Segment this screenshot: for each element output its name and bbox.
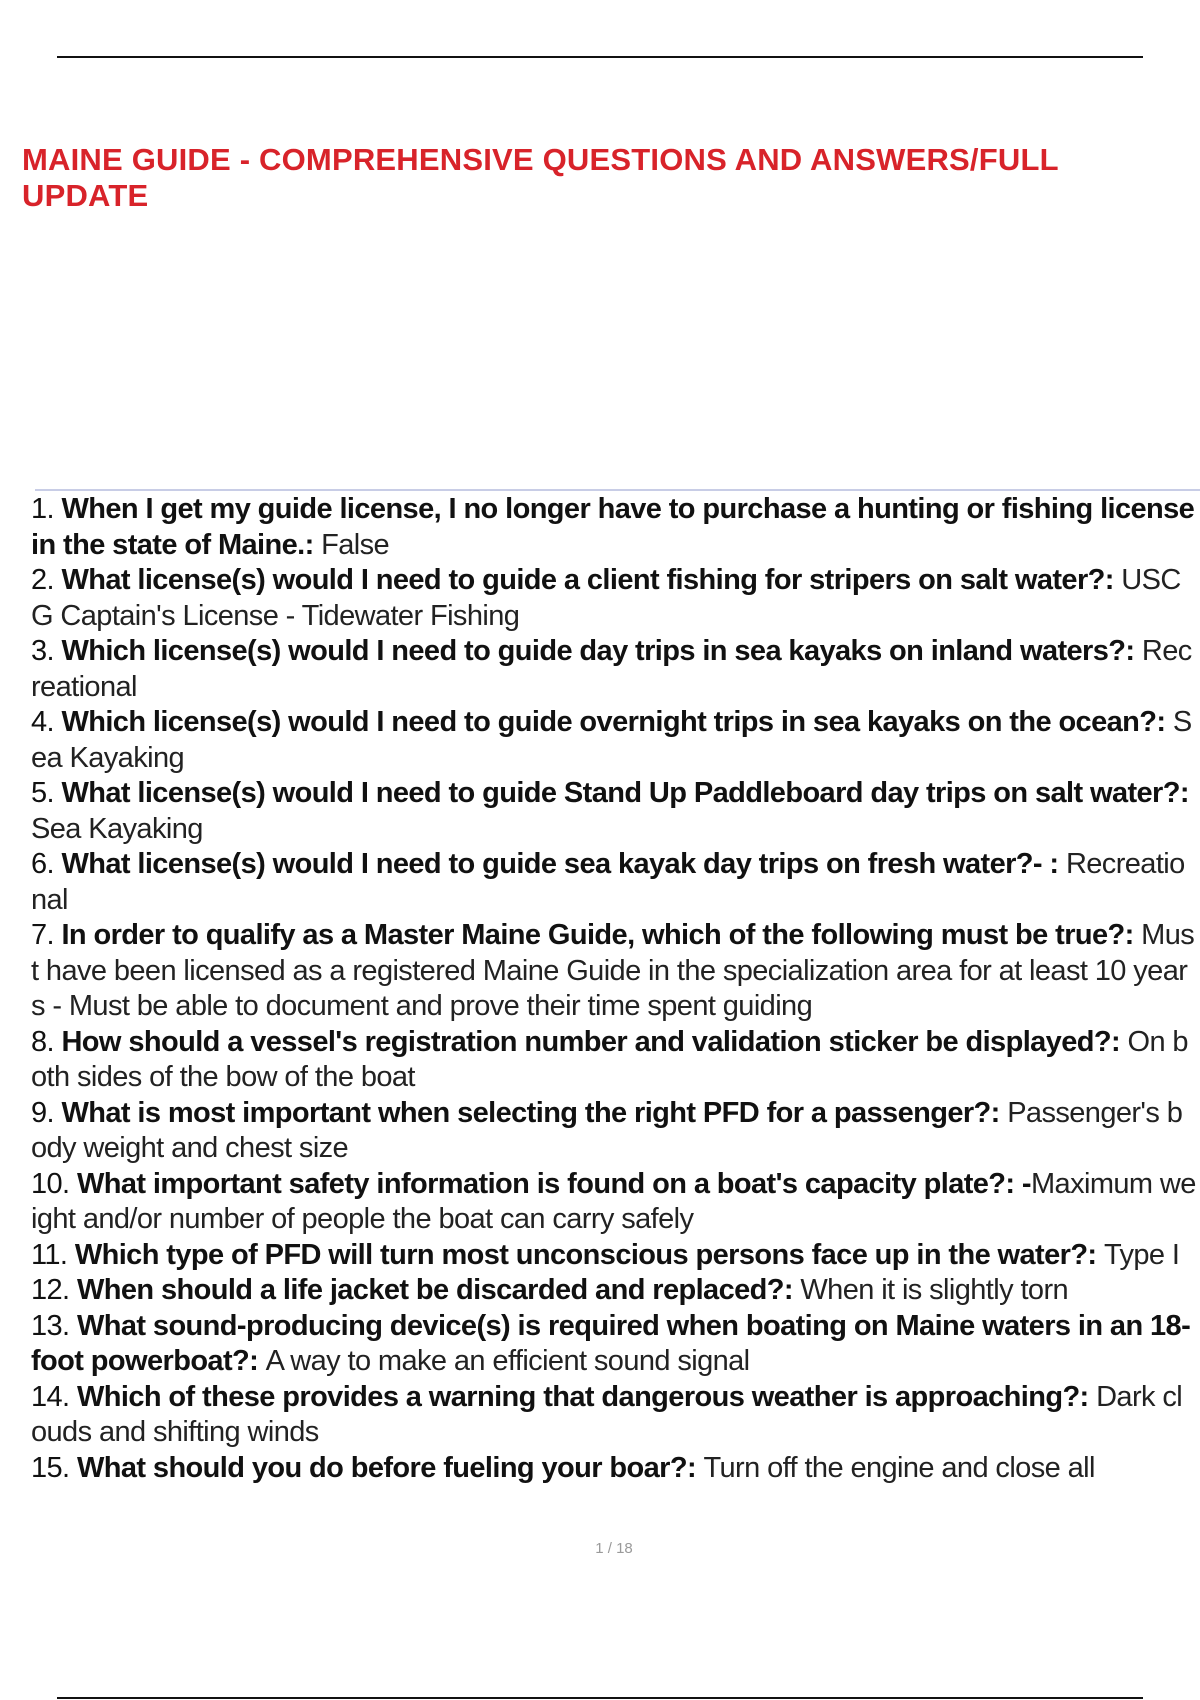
- answer-text: Recreational: [31, 635, 1192, 703]
- question-text: What important safety information is found on a boat's capacity plate?: -: [76, 1167, 1031, 1200]
- qa-item: [31, 705, 1196, 776]
- qa-item: [31, 1167, 1196, 1238]
- answer-text: Maximum weight and/or number of people the boat can carry safely: [31, 1167, 1196, 1235]
- question-text: When should a life jacket be discarded and replaced?:: [76, 1274, 801, 1306]
- question-text: Which type of PFD will turn most unconscious persons face up in the water?:: [74, 1238, 1104, 1271]
- question-text: What should you do before fueling your boar?:: [76, 1451, 704, 1484]
- question-text: In order to qualify as a Master Maine Guide, which of the following must be true?:: [61, 919, 1142, 951]
- question-number: 1.: [31, 493, 62, 525]
- answer-text: Passenger's body weight and chest size: [31, 1096, 1183, 1164]
- answer-text: Turn off the engine and close all: [703, 1451, 1095, 1484]
- answer-text: Sea Kayaking: [31, 812, 203, 845]
- qa-item: [31, 1380, 1196, 1451]
- question-number: 11.: [31, 1238, 75, 1271]
- qa-item: [31, 1238, 1196, 1274]
- answer-text: Must have been licensed as a registered Maine Guide in the specialization area for at least 10 years - Must be able to document and prove their time spent guiding: [31, 919, 1195, 1022]
- qa-list: [31, 492, 1196, 1486]
- question-text: Which license(s) would I need to guide day trips in sea kayaks on inland waters?:: [61, 635, 1142, 667]
- question-number: 10.: [31, 1167, 77, 1200]
- question-number: 3.: [31, 635, 62, 667]
- top-rule: [57, 56, 1143, 58]
- question-number: 15.: [31, 1451, 77, 1484]
- qa-item: [31, 918, 1196, 1025]
- section-divider: [35, 489, 1200, 491]
- qa-item: [31, 776, 1196, 847]
- answer-text: On both sides of the bow of the boat: [31, 1025, 1188, 1093]
- question-number: 12.: [31, 1274, 77, 1306]
- question-number: 8.: [31, 1025, 62, 1058]
- qa-item: [31, 1273, 1196, 1309]
- question-number: 4.: [31, 706, 62, 738]
- question-number: 14.: [31, 1380, 77, 1413]
- answer-text: Recreational: [31, 848, 1185, 916]
- question-number: 7.: [31, 919, 62, 951]
- question-number: 9.: [31, 1096, 62, 1129]
- question-text: What license(s) would I need to guide a client fishing for stripers on salt water?:: [61, 564, 1122, 596]
- question-number: 13.: [31, 1309, 77, 1342]
- question-text: Which license(s) would I need to guide overnight trips in sea kayaks on the ocean?:: [61, 706, 1173, 738]
- question-number: 5.: [31, 777, 62, 809]
- page-indicator: 1 / 18: [595, 1540, 633, 1557]
- question-text: What license(s) would I need to guide sea kayak day trips on fresh water?- :: [61, 848, 1066, 880]
- qa-item: [31, 847, 1196, 918]
- question-number: 6.: [31, 848, 62, 880]
- answer-text: Dark clouds and shifting winds: [31, 1380, 1183, 1448]
- qa-item: [31, 1451, 1196, 1487]
- bottom-rule: [57, 1697, 1143, 1699]
- question-text: What license(s) would I need to guide Stand Up Paddleboard day trips on salt water?:: [61, 777, 1189, 809]
- answer-text: When it is slightly torn: [800, 1274, 1069, 1306]
- question-text: How should a vessel's registration number and validation sticker be displayed?:: [61, 1025, 1128, 1058]
- qa-item: [31, 492, 1196, 563]
- qa-item: [31, 1025, 1196, 1096]
- document-title: MAINE GUIDE - COMPREHENSIVE QUESTIONS AND ANSWERS/FULL UPDATE: [22, 142, 1059, 213]
- qa-item: [31, 1096, 1196, 1167]
- answer-text: Type I: [1103, 1238, 1180, 1271]
- question-number: 2.: [31, 564, 62, 596]
- question-text: Which of these provides a warning that dangerous weather is approaching?:: [76, 1380, 1097, 1413]
- answer-text: False: [321, 528, 390, 561]
- question-text: What is most important when selecting the right PFD for a passenger?:: [61, 1096, 1008, 1129]
- question-text: What sound-producing device(s) is required when boating on Maine waters in an 18-foot powerboat?:: [31, 1309, 1191, 1377]
- qa-item: [31, 563, 1196, 634]
- answer-text: A way to make an efficient sound signal: [265, 1345, 750, 1377]
- answer-text: USCG Captain's License - Tidewater Fishing: [31, 564, 1181, 632]
- qa-item: [31, 634, 1196, 705]
- qa-item: [31, 1309, 1196, 1380]
- answer-text: Sea Kayaking: [31, 706, 1192, 774]
- question-text: When I get my guide license, I no longer have to purchase a hunting or fishing license in the state of Maine.:: [31, 493, 1195, 561]
